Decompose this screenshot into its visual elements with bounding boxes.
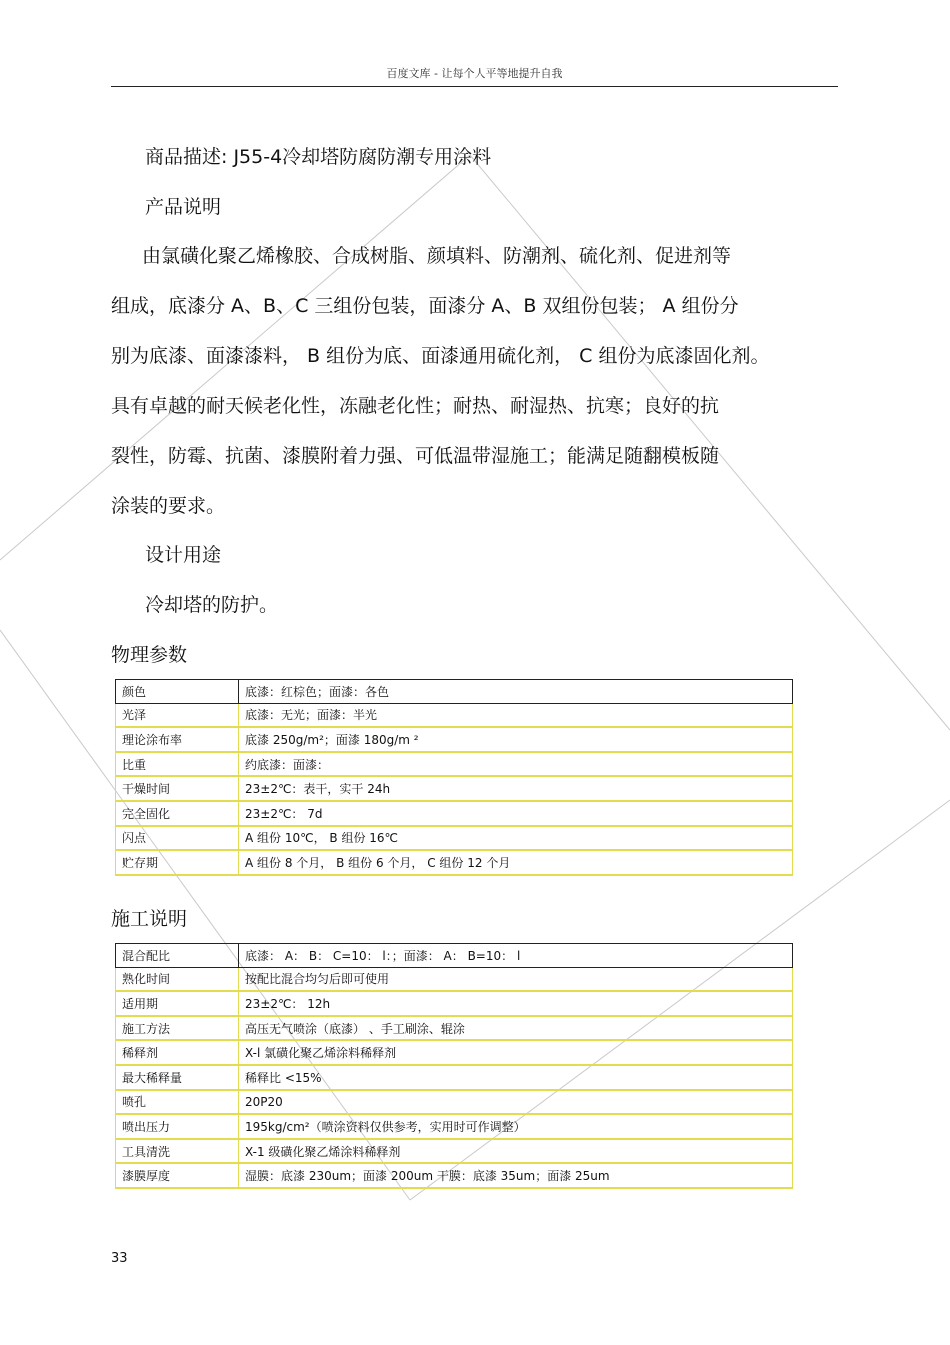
param-key: 喷出压力	[116, 1114, 239, 1139]
param-value: X-l 氯磺化聚乙烯涂料稀释剂	[239, 1040, 793, 1065]
table-row	[116, 991, 793, 1016]
description-line: 组成，底漆分 A、B、C 三组份包装，面漆分 A、B 双组份包装； A 组份分	[111, 295, 739, 317]
table-row	[116, 680, 793, 704]
table-row	[116, 1163, 793, 1188]
param-key: 贮存期	[116, 850, 239, 875]
param-value: A 组份 8 个月， B 组份 6 个月， C 组份 12 个月	[239, 850, 793, 875]
table-row	[116, 944, 793, 968]
table-row	[116, 1065, 793, 1090]
param-key: 施工方法	[116, 1016, 239, 1041]
param-key: 颜色	[116, 680, 239, 704]
description-line: 涂装的要求。	[111, 495, 226, 517]
param-value: 底漆： A： B： C=10： l：；面漆： A： B=10： l	[239, 944, 793, 968]
description-line: 具有卓越的耐天候老化性，冻融老化性；耐热、耐湿热、抗寒；良好的抗	[111, 395, 720, 417]
usage-text: 冷却塔的防护。	[145, 594, 279, 616]
table-row	[116, 776, 793, 801]
physical-params-table	[115, 679, 793, 876]
table-row	[116, 727, 793, 752]
param-key: 光泽	[116, 703, 239, 727]
param-key: 完全固化	[116, 801, 239, 826]
param-key: 工具清洗	[116, 1139, 239, 1164]
param-key: 熟化时间	[116, 967, 239, 991]
param-key: 比重	[116, 752, 239, 777]
page-number: 33	[111, 1251, 128, 1266]
param-value: 按配比混合均匀后即可使用	[239, 967, 793, 991]
param-value: 约底漆：面漆：	[239, 752, 793, 777]
product-desc-heading: 产品说明	[145, 196, 222, 218]
param-value: 195kg/cm²（喷涂资料仅供参考，实用时可作调整）	[239, 1114, 793, 1139]
table-row	[116, 801, 793, 826]
construction-table	[115, 943, 793, 1189]
construction-heading: 施工说明	[111, 908, 188, 930]
table-row	[116, 826, 793, 851]
usage-heading: 设计用途	[145, 544, 222, 566]
param-key: 闪点	[116, 826, 239, 851]
param-key: 混合配比	[116, 944, 239, 968]
table-row	[116, 850, 793, 875]
param-key: 稀释剂	[116, 1040, 239, 1065]
table-row	[116, 1114, 793, 1139]
param-value: A 组份 10℃， B 组份 16℃	[239, 826, 793, 851]
param-value: 底漆：无光；面漆：半光	[239, 703, 793, 727]
param-key: 喷孔	[116, 1090, 239, 1115]
table-row	[116, 1040, 793, 1065]
page-header: 百度文库 - 让每个人平等地提升自我	[111, 66, 838, 87]
param-key: 干燥时间	[116, 776, 239, 801]
param-value: 20P20	[239, 1090, 793, 1115]
table-row	[116, 967, 793, 991]
param-key: 最大稀释量	[116, 1065, 239, 1090]
param-value: 底漆 250g/m²；面漆 180g/m ²	[239, 727, 793, 752]
param-value: 23±2℃： 7d	[239, 801, 793, 826]
product-title: 商品描述: J55-4冷却塔防腐防潮专用涂料	[145, 146, 492, 168]
param-key: 适用期	[116, 991, 239, 1016]
param-value: 稀释比 <15%	[239, 1065, 793, 1090]
table-row	[116, 703, 793, 727]
table-row	[116, 752, 793, 777]
param-value: 底漆：红棕色；面漆：各色	[239, 680, 793, 704]
table-row	[116, 1139, 793, 1164]
physical-params-heading: 物理参数	[111, 644, 188, 666]
param-value: 高压无气喷涂（底漆） 、手工刷涂、辊涂	[239, 1016, 793, 1041]
description-line: 别为底漆、面漆漆料， B 组份为底、面漆通用硫化剂， C 组份为底漆固化剂。	[111, 345, 770, 367]
param-key: 漆膜厚度	[116, 1163, 239, 1188]
description-line: 由氯磺化聚乙烯橡胶、合成树脂、颜填料、防潮剂、硫化剂、促进剂等	[142, 245, 732, 267]
param-value: 湿膜：底漆 230um；面漆 200um 干膜：底漆 35um；面漆 25um	[239, 1163, 793, 1188]
table-row	[116, 1090, 793, 1115]
description-line: 裂性，防霉、抗菌、漆膜附着力强、可低温带湿施工；能满足随翻模板随	[111, 445, 720, 467]
param-value: 23±2℃：表干，实干 24h	[239, 776, 793, 801]
param-key: 理论涂布率	[116, 727, 239, 752]
param-value: X-1 级磺化聚乙烯涂料稀释剂	[239, 1139, 793, 1164]
param-value: 23±2℃： 12h	[239, 991, 793, 1016]
table-row	[116, 1016, 793, 1041]
